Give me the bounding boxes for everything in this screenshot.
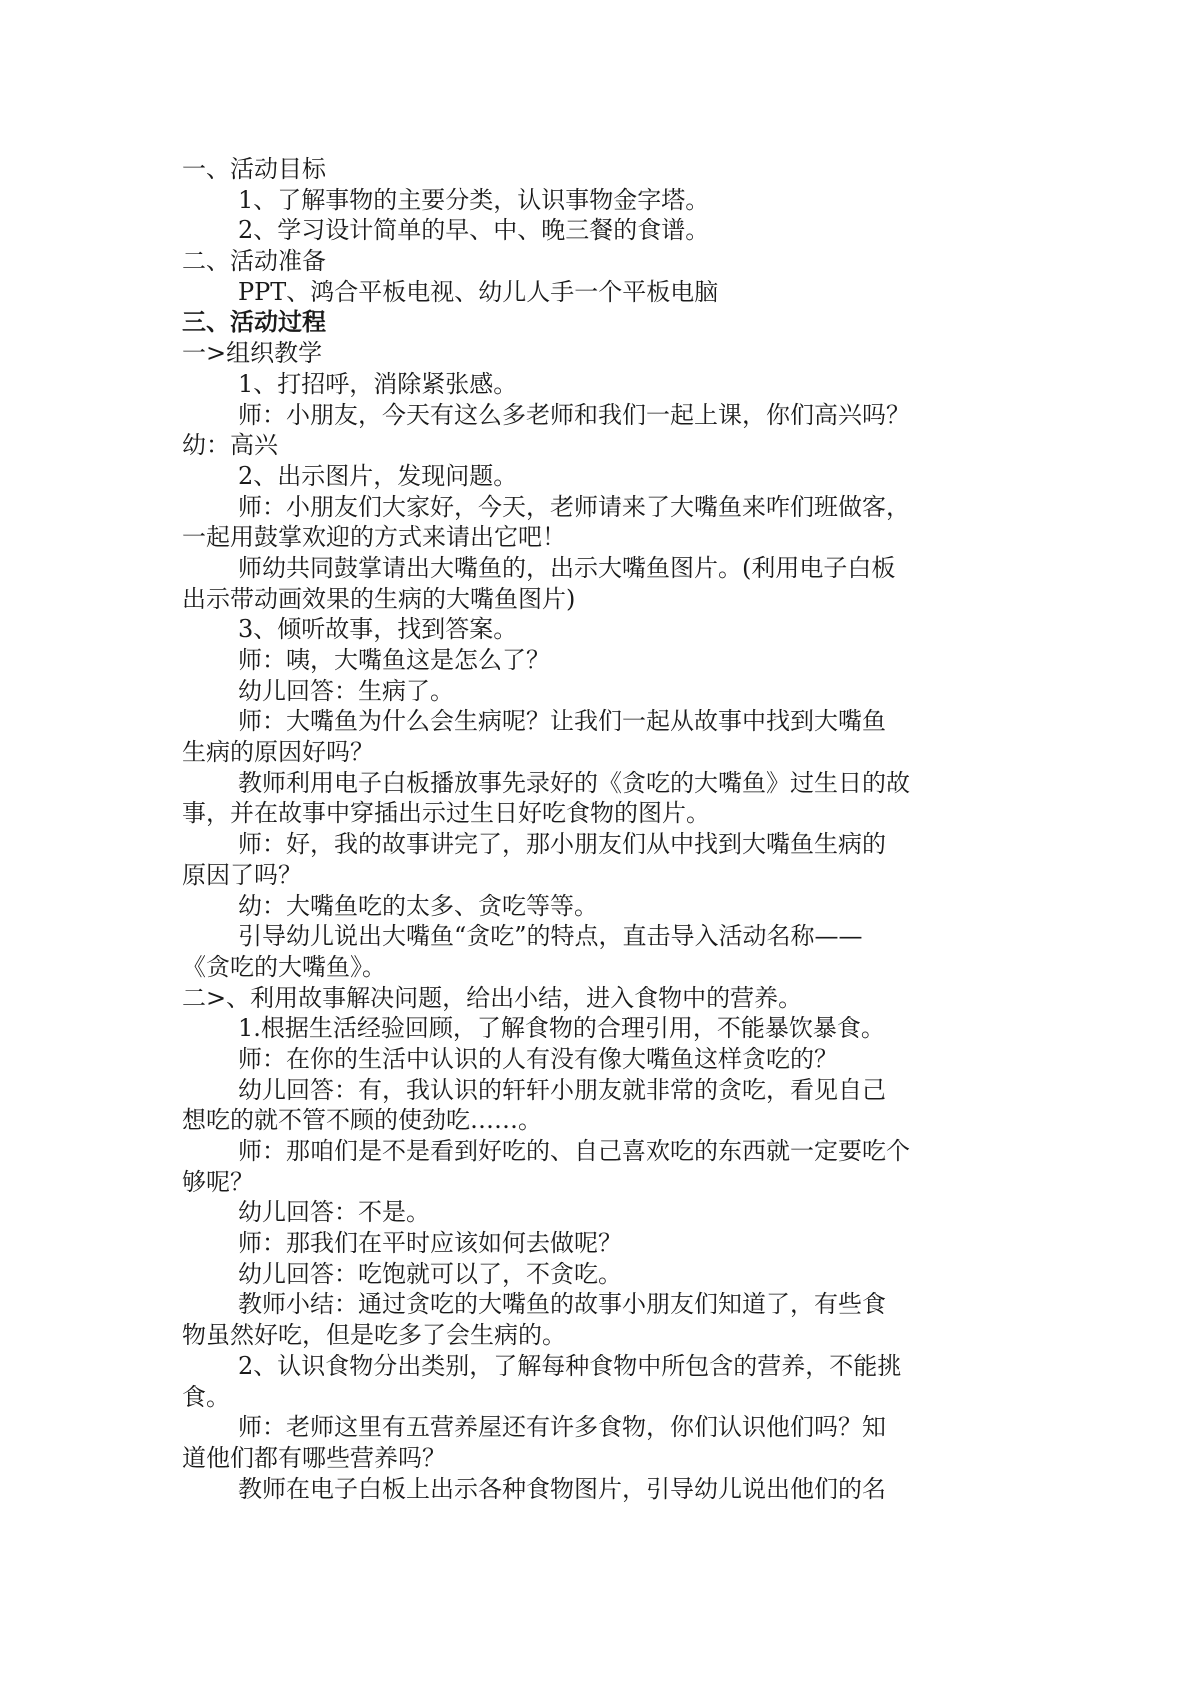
text-line: 师：老师这里有五营养屋还有许多食物，你们认识他们吗？知 bbox=[238, 1413, 886, 1442]
text-line: 事，并在故事中穿插出示过生日好吃食物的图片。 bbox=[182, 799, 710, 828]
text-line: 幼儿回答：不是。 bbox=[238, 1198, 430, 1227]
text-line: 想吃的就不管不顾的使劲吃……。 bbox=[182, 1106, 542, 1135]
text-line: 幼儿回答：吃饱就可以了，不贪吃。 bbox=[238, 1259, 622, 1288]
text-line: 师：小朋友们大家好，今天，老师请来了大嘴鱼来咋们班做客， bbox=[238, 492, 910, 521]
text-line: 二>、利用故事解决问题，给出小结，进入食物中的营养。 bbox=[182, 983, 803, 1012]
text-line: 2、出示图片，发现问题。 bbox=[238, 461, 518, 490]
text-line: 一>组织教学 bbox=[182, 339, 323, 368]
text-line: 一起用鼓掌欢迎的方式来请出它吧！ bbox=[182, 523, 566, 552]
text-line: 二、活动准备 bbox=[182, 247, 326, 276]
text-line: 食。 bbox=[182, 1382, 230, 1411]
section-heading: 三、活动过程 bbox=[182, 307, 326, 337]
text-line: 教师利用电子白板播放事先录好的《贪吃的大嘴鱼》过生日的故 bbox=[238, 768, 910, 797]
text-line: 原因了吗？ bbox=[182, 860, 302, 889]
document-page bbox=[182, 154, 1037, 1504]
text-line: 师：在你的生活中认识的人有没有像大嘴鱼这样贪吃的？ bbox=[238, 1044, 838, 1073]
text-line: 生病的原因好吗？ bbox=[182, 738, 374, 767]
text-line: 够呢？ bbox=[182, 1167, 254, 1196]
text-line: 一、活动目标 bbox=[182, 155, 326, 183]
text-line: 教师小结：通过贪吃的大嘴鱼的故事小朋友们知道了，有些食 bbox=[238, 1290, 886, 1319]
text-line: 2、认识食物分出类别，了解每种食物中所包含的营养，不能挑 bbox=[238, 1351, 902, 1380]
text-line: 师：好，我的故事讲完了，那小朋友们从中找到大嘴鱼生病的 bbox=[238, 830, 886, 859]
text-line: 1.根据生活经验回顾，了解食物的合理引用，不能暴饮暴食。 bbox=[238, 1014, 885, 1043]
text-line: 《贪吃的大嘴鱼》。 bbox=[182, 952, 386, 981]
text-line: 2、学习设计简单的早、中、晚三餐的食谱。 bbox=[238, 216, 710, 245]
text-line: 师：那咱们是不是看到好吃的、自己喜欢吃的东西就一定要吃个 bbox=[238, 1137, 910, 1165]
text-line: 幼儿回答：有，我认识的轩轩小朋友就非常的贪吃，看见自己 bbox=[238, 1075, 886, 1104]
text-line: 1、了解事物的主要分类，认识事物金字塔。 bbox=[238, 185, 710, 214]
text-line: 物虽然好吃，但是吃多了会生病的。 bbox=[182, 1321, 566, 1350]
text-line: PPT、鸿合平板电视、幼儿人手一个平板电脑 bbox=[238, 277, 719, 306]
text-line: 师幼共同鼓掌请出大嘴鱼的，出示大嘴鱼图片。(利用电子白板 bbox=[238, 553, 896, 582]
text-line: 师：咦，大嘴鱼这是怎么了？ bbox=[238, 646, 550, 674]
text-line: 教师在电子白板上出示各种食物图片，引导幼儿说出他们的名 bbox=[238, 1474, 886, 1503]
text-line: 师：那我们在平时应该如何去做呢？ bbox=[238, 1229, 622, 1258]
text-line: 师：大嘴鱼为什么会生病呢？让我们一起从故事中找到大嘴鱼 bbox=[238, 707, 886, 736]
text-line: 引导幼儿说出大嘴鱼“贪吃”的特点，直击导入活动名称—— bbox=[238, 922, 863, 951]
text-line: 师：小朋友，今天有这么多老师和我们一起上课，你们高兴吗？ bbox=[238, 400, 910, 429]
text-line: 道他们都有哪些营养吗？ bbox=[182, 1443, 446, 1472]
text-line: 出示带动画效果的生病的大嘴鱼图片) bbox=[182, 584, 576, 613]
text-line: 3、倾听故事，找到答案。 bbox=[238, 615, 518, 644]
text-line: 幼儿回答：生病了。 bbox=[238, 676, 454, 705]
text-line: 1、打招呼，消除紧张感。 bbox=[238, 369, 518, 398]
text-line: 幼：高兴 bbox=[182, 431, 278, 460]
text-line: 幼：大嘴鱼吃的太多、贪吃等等。 bbox=[238, 891, 598, 920]
